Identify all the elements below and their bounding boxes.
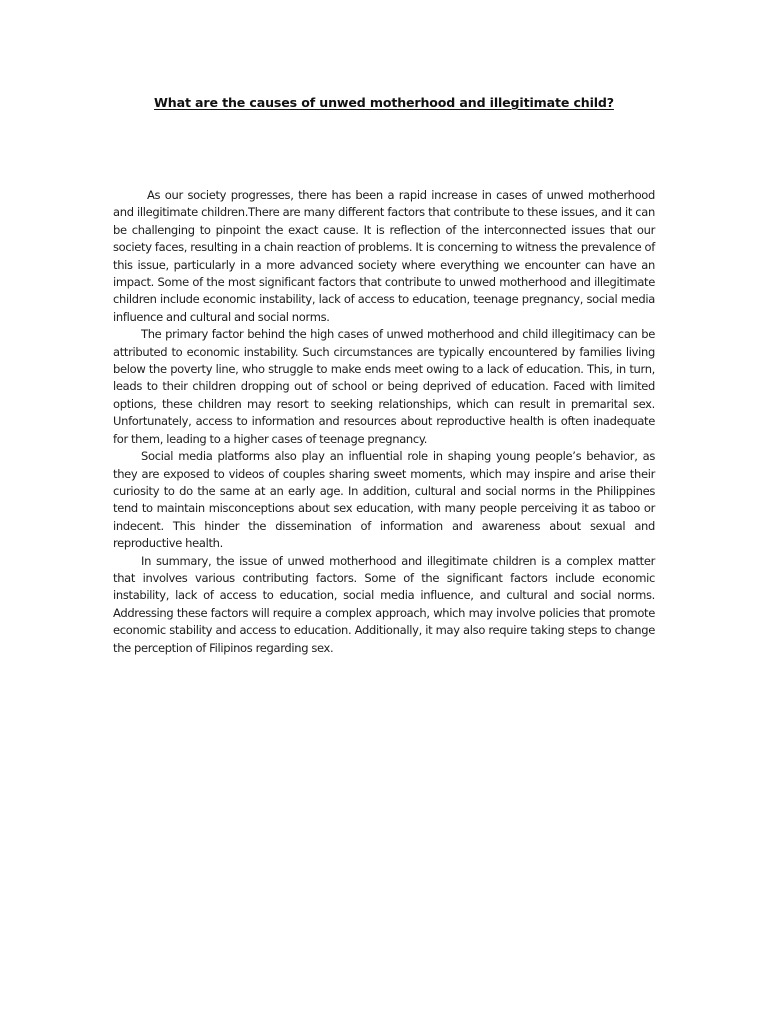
document-title: What are the causes of unwed motherhood and illegitimate child? — [154, 95, 614, 110]
paragraph-social-media: Social media platforms also play an influential role in shaping young people’s behavior, as they are exposed to videos of couples sharing sweet moments, which may inspire and arise their curiosity to do the same at an early age. In addition, cultural and social norms in the Philippines tend to maintain misconceptions about sex education, with many people perceiving it as taboo or indecent. This hinder the dissemination of information and awareness about sexual and reproductive health. — [113, 449, 655, 551]
paragraph-summary: In summary, the issue of unwed motherhood and illegitimate children is a complex matter that involves various contributing factors. Some of the significant factors include economic instability, lack of access to education, social media influence, and cultural and social norms. Addressing these factors will require a complex approach, which may involve policies that promote economic stability and access to education. Additionally, it may also require taking steps to change the perception of Filipinos regarding sex. — [113, 553, 655, 655]
document-body — [113, 187, 655, 657]
paragraph-economic-instability: The primary factor behind the high cases of unwed motherhood and child illegitimacy can be attributed to economic instability. Such circumstances are typically encountered by families living below the poverty line, who struggle to make ends meet owing to a lack of education. This, in turn, leads to their children dropping out of school or being deprived of education. Faced with limited options, these children may resort to seeking relationships, which can result in premarital sex. Unfortunately, access to information and resources about reproductive health is often inadequate for them, leading to a higher cases of teenage pregnancy. — [113, 327, 655, 446]
paragraph-introduction: As our society progresses, there has been a rapid increase in cases of unwed motherhood and illegitimate children.There are many different factors that contribute to these issues, and it can be challenging to pinpoint the exact cause. It is reflection of the interconnected issues that our society faces, resulting in a chain reaction of problems. It is concerning to witness the prevalence of this issue, particularly in a more advanced society where everything we encounter can have an impact. Some of the most significant factors that contribute to unwed motherhood and illegitimate children include economic instability, lack of access to education, teenage pregnancy, social media influence and cultural and social norms. — [113, 188, 655, 324]
